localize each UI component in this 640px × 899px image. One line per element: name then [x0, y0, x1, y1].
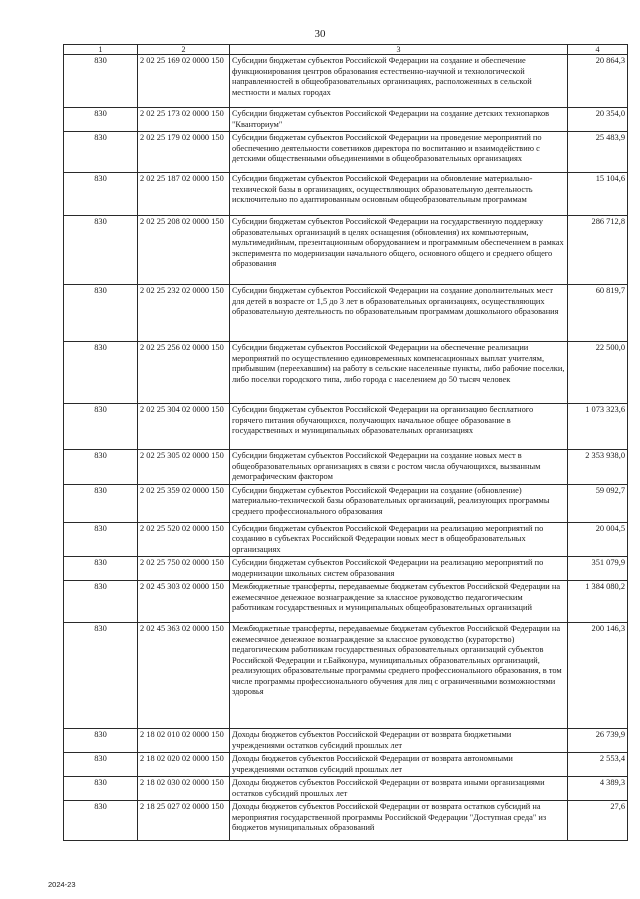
admin-code-cell: 830 [64, 55, 138, 108]
admin-code-cell: 830 [64, 285, 138, 342]
income-name-cell: Межбюджетные трансферты, передаваемые бюджетам субъектов Российской Федерации на ежемесячное денежное вознаграждение за классное руководство педагогическим работникам государственных и муниципальных общеобразовательных организаций [230, 581, 568, 623]
income-name-cell: Субсидии бюджетам субъектов Российской Федерации на создание дополнительных мест для детей в возрасте от 1,5 до 3 лет в образовательных организациях, осуществляющих образовательную деятельность по образовательным программам дошкольного образования [230, 285, 568, 342]
admin-code-cell: 830 [64, 777, 138, 801]
admin-code-cell: 830 [64, 581, 138, 623]
budget-code-cell: 2 18 02 030 02 0000 150 [138, 777, 230, 801]
column-number-1: 1 [64, 45, 138, 55]
income-name-cell: Доходы бюджетов субъектов Российской Федерации от возврата бюджетными учреждениями остатков субсидий прошлых лет [230, 729, 568, 753]
budget-code-cell: 2 18 02 010 02 0000 150 [138, 729, 230, 753]
table-row [64, 216, 628, 285]
table-row [64, 484, 628, 522]
amount-cell: 20 864,3 [568, 55, 628, 108]
amount-cell: 1 073 323,6 [568, 404, 628, 450]
admin-code-cell: 830 [64, 216, 138, 285]
income-name-cell: Доходы бюджетов субъектов Российской Федерации от возврата остатков субсидий на мероприятия государственной программы Российской Федерации "Доступная среда" из бюджетов муниципальных образований [230, 801, 568, 841]
table-body [64, 55, 628, 841]
budget-code-cell: 2 02 45 303 02 0000 150 [138, 581, 230, 623]
table-row [64, 132, 628, 173]
table-row [64, 173, 628, 216]
table-row [64, 753, 628, 777]
amount-cell: 20 004,5 [568, 522, 628, 557]
amount-cell: 60 819,7 [568, 285, 628, 342]
table-row [64, 557, 628, 581]
budget-code-cell: 2 02 25 750 02 0000 150 [138, 557, 230, 581]
budget-code-cell: 2 18 25 027 02 0000 150 [138, 801, 230, 841]
table-row [64, 522, 628, 557]
column-number-4: 4 [568, 45, 628, 55]
income-name-cell: Субсидии бюджетам субъектов Российской Федерации на создание детских технопарков "Кванториум" [230, 108, 568, 132]
table-row [64, 581, 628, 623]
amount-cell: 26 739,9 [568, 729, 628, 753]
income-name-cell: Доходы бюджетов субъектов Российской Федерации от возврата автономными учреждениями остатков субсидий прошлых лет [230, 753, 568, 777]
admin-code-cell: 830 [64, 522, 138, 557]
income-name-cell: Субсидии бюджетам субъектов Российской Федерации на обновление материально-технической базы в организациях, осуществляющих образовательную деятельность исключительно по адаптированным основным общеобразовательным программам [230, 173, 568, 216]
admin-code-cell: 830 [64, 753, 138, 777]
admin-code-cell: 830 [64, 801, 138, 841]
budget-code-cell: 2 02 25 359 02 0000 150 [138, 484, 230, 522]
budget-code-cell: 2 02 25 179 02 0000 150 [138, 132, 230, 173]
income-name-cell: Субсидии бюджетам субъектов Российской Федерации на создание и обеспечение функционирования центров образования естественно-научной и технологической направленностей в общеобразовательных организациях, расположенных в сельской местности и малых городах [230, 55, 568, 108]
budget-code-cell: 2 02 25 173 02 0000 150 [138, 108, 230, 132]
income-name-cell: Субсидии бюджетам субъектов Российской Федерации на проведение мероприятий по обеспечению деятельности советников директора по воспитанию и взаимодействию с детскими общественными объединениями в общеобразовательных организациях [230, 132, 568, 173]
table-row [64, 342, 628, 404]
admin-code-cell: 830 [64, 342, 138, 404]
budget-code-cell: 2 02 25 208 02 0000 150 [138, 216, 230, 285]
income-name-cell: Субсидии бюджетам субъектов Российской Федерации на обеспечение реализации мероприятий по осуществлению единовременных компенсационных выплат учителям, прибывшим (переехавшим) на работу в сельские населенные пункты, либо рабочие поселки, либо поселки городского типа, либо города с населением до 50 тысяч человек [230, 342, 568, 404]
income-name-cell: Субсидии бюджетам субъектов Российской Федерации на создание (обновление) материально-технической базы образовательных организаций, реализующих программы среднего профессионального образования [230, 484, 568, 522]
table-row [64, 777, 628, 801]
table-row [64, 729, 628, 753]
budget-code-cell: 2 02 25 169 02 0000 150 [138, 55, 230, 108]
income-name-cell: Субсидии бюджетам субъектов Российской Федерации на реализацию мероприятий по модернизации школьных систем образования [230, 557, 568, 581]
admin-code-cell: 830 [64, 173, 138, 216]
admin-code-cell: 830 [64, 484, 138, 522]
budget-code-cell: 2 02 45 363 02 0000 150 [138, 623, 230, 729]
amount-cell: 2 353 938,0 [568, 450, 628, 485]
income-name-cell: Субсидии бюджетам субъектов Российской Федерации на создание новых мест в общеобразовательных организациях в связи с ростом числа обучающихся, вызванным демографическим фактором [230, 450, 568, 485]
amount-cell: 200 146,3 [568, 623, 628, 729]
amount-cell: 15 104,6 [568, 173, 628, 216]
income-name-cell: Доходы бюджетов субъектов Российской Федерации от возврата иными организациями остатков субсидий прошлых лет [230, 777, 568, 801]
amount-cell: 22 500,0 [568, 342, 628, 404]
budget-code-cell: 2 18 02 020 02 0000 150 [138, 753, 230, 777]
table-row [64, 623, 628, 729]
admin-code-cell: 830 [64, 108, 138, 132]
amount-cell: 351 079,9 [568, 557, 628, 581]
table-row [64, 108, 628, 132]
amount-cell: 25 483,9 [568, 132, 628, 173]
admin-code-cell: 830 [64, 623, 138, 729]
table-row [64, 285, 628, 342]
admin-code-cell: 830 [64, 729, 138, 753]
budget-code-cell: 2 02 25 304 02 0000 150 [138, 404, 230, 450]
amount-cell: 27,6 [568, 801, 628, 841]
budget-code-cell: 2 02 25 256 02 0000 150 [138, 342, 230, 404]
income-name-cell: Субсидии бюджетам субъектов Российской Федерации на реализацию мероприятий по созданию в субъектах Российской Федерации новых мест в общеобразовательных организациях [230, 522, 568, 557]
amount-cell: 2 553,4 [568, 753, 628, 777]
amount-cell: 4 389,3 [568, 777, 628, 801]
amount-cell: 20 354,0 [568, 108, 628, 132]
budget-code-cell: 2 02 25 232 02 0000 150 [138, 285, 230, 342]
admin-code-cell: 830 [64, 557, 138, 581]
budget-code-cell: 2 02 25 520 02 0000 150 [138, 522, 230, 557]
table-row [64, 404, 628, 450]
footer-code: 2024-23 [48, 880, 76, 889]
income-name-cell: Субсидии бюджетам субъектов Российской Федерации на государственную поддержку образовательных организаций в целях оснащения (обновления) их компьютерным, мультимедийным, презентационным оборудованием и программным обеспечением в рамках эксперимента по модернизации начального общего, основного общего и среднего общего образования [230, 216, 568, 285]
amount-cell: 59 092,7 [568, 484, 628, 522]
budget-code-cell: 2 02 25 187 02 0000 150 [138, 173, 230, 216]
budget-table [63, 44, 628, 841]
admin-code-cell: 830 [64, 132, 138, 173]
page-number: 30 [314, 28, 326, 40]
table-row [64, 801, 628, 841]
column-number-row [64, 45, 628, 55]
income-name-cell: Субсидии бюджетам субъектов Российской Федерации на организацию бесплатного горячего питания обучающихся, получающих начальное общее образование в государственных и муниципальных образовательных организациях [230, 404, 568, 450]
column-number-2: 2 [138, 45, 230, 55]
income-name-cell: Межбюджетные трансферты, передаваемые бюджетам субъектов Российской Федерации на ежемесячное денежное вознаграждение за классное руководство (кураторство) педагогическим работникам государственных образовательных организаций субъектов Российской Федерации и г.Байконура, муниципальных образовательных организаций, реализующих образовательные программы среднего профессионального образования, в том числе программы профессионального обучения для лиц с ограниченными возможностями здоровья [230, 623, 568, 729]
table-row [64, 55, 628, 108]
admin-code-cell: 830 [64, 404, 138, 450]
table-row [64, 450, 628, 485]
amount-cell: 1 384 080,2 [568, 581, 628, 623]
amount-cell: 286 712,8 [568, 216, 628, 285]
budget-code-cell: 2 02 25 305 02 0000 150 [138, 450, 230, 485]
column-number-3: 3 [230, 45, 568, 55]
admin-code-cell: 830 [64, 450, 138, 485]
